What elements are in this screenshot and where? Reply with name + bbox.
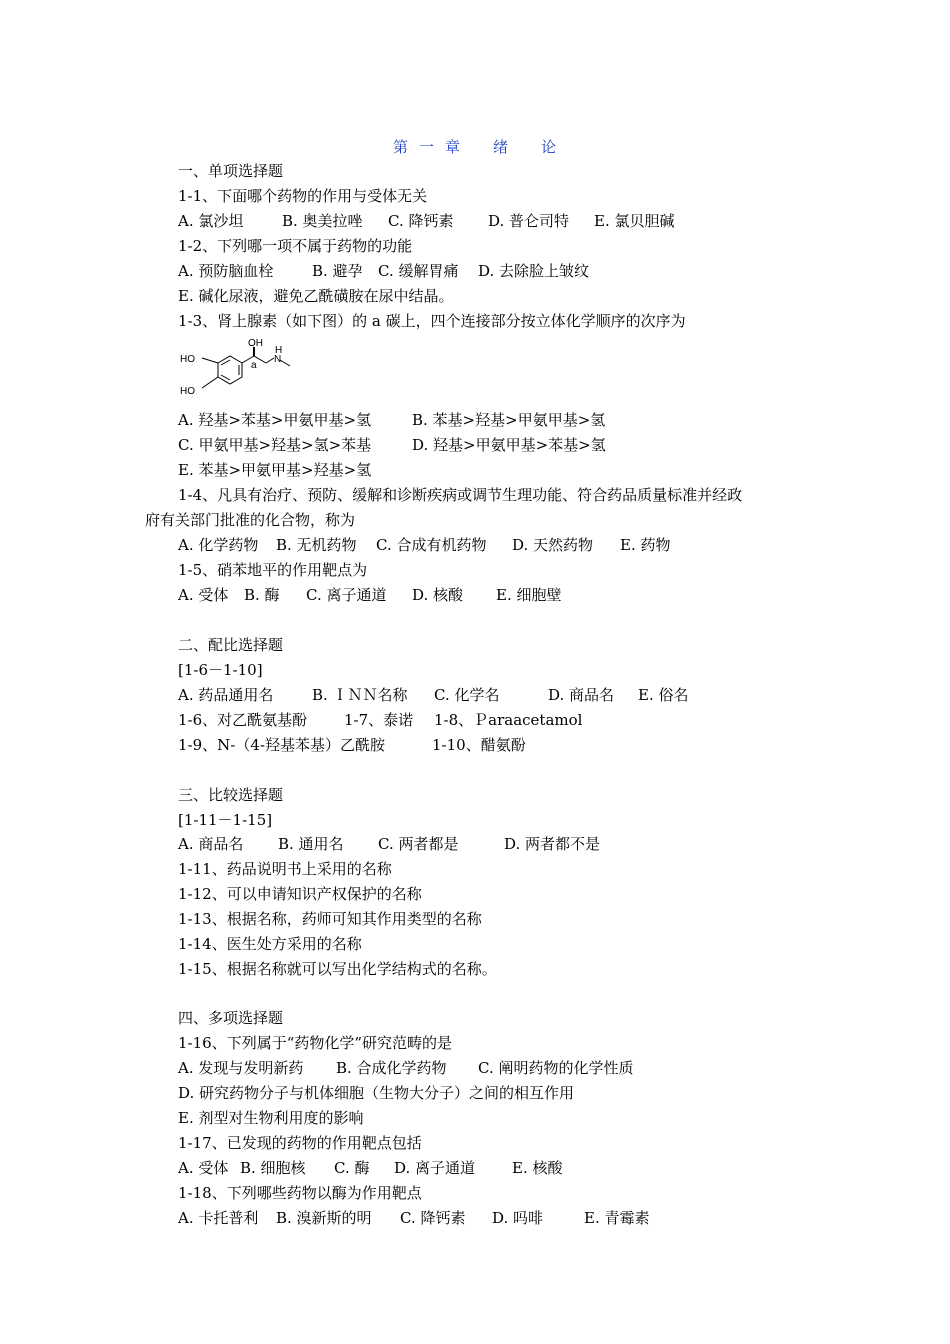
epinephrine-structure xyxy=(178,338,298,403)
option: C. 合成有机药物 xyxy=(376,536,487,554)
item: 1-6、对乙酰氨基酚 xyxy=(178,711,308,729)
options-row xyxy=(178,211,675,231)
question-stem: 1-1、下面哪个药物的作用与受体无关 xyxy=(178,187,428,205)
question-stem: 1-16、下列属于“药物化学”研究范畴的是 xyxy=(178,1034,453,1052)
option: B. ＩＮＮ名称 xyxy=(312,686,408,704)
option: A. 受体 xyxy=(178,586,229,604)
options-row xyxy=(178,1208,650,1228)
option: A. 受体 xyxy=(178,1159,229,1177)
option: E. 俗名 xyxy=(638,686,689,704)
option: C. 化学名 xyxy=(434,686,500,704)
option: E. 碱化尿液，避免乙酰磺胺在尿中结晶。 xyxy=(178,287,454,305)
question-stem: 1-3、肾上腺素（如下图）的 a 碳上，四个连接部分按立体化学顺序的次序为 xyxy=(178,312,686,330)
title-char: 第 xyxy=(392,138,409,156)
option: E. 苯基>甲氨甲基>羟基>氢 xyxy=(178,461,372,479)
item: 1-7、泰诺 xyxy=(344,711,414,729)
title-char: 一 xyxy=(418,138,435,156)
section-heading: 四、多项选择题 xyxy=(178,1009,284,1027)
option: D. 核酸 xyxy=(412,586,464,604)
option: B. 无机药物 xyxy=(276,536,357,554)
question-stem: 1-17、已发现的药物的作用靶点包括 xyxy=(178,1134,422,1152)
question-range: [1-6－1-10] xyxy=(178,661,263,679)
struct-label: HO xyxy=(180,354,195,365)
option: A. 药品通用名 xyxy=(178,686,274,704)
option: D. 商品名 xyxy=(548,686,615,704)
option: C. 离子通道 xyxy=(306,586,387,604)
option: D. 去除脸上皱纹 xyxy=(478,262,590,280)
option: E. 氯贝胆碱 xyxy=(594,212,675,230)
option: B. 通用名 xyxy=(278,835,344,853)
option: B. 苯基>羟基>甲氨甲基>氢 xyxy=(412,411,606,429)
struct-label: HO xyxy=(180,386,195,397)
option: D. 普仑司特 xyxy=(488,212,570,230)
struct-label: OH xyxy=(248,338,263,349)
item: 1-15、根据名称就可以写出化学结构式的名称。 xyxy=(178,960,497,978)
option: D. 两者都不是 xyxy=(504,835,601,853)
option: B. 酶 xyxy=(244,586,280,604)
option: A. 化学药物 xyxy=(178,536,259,554)
options-row xyxy=(178,435,606,455)
struct-label: a xyxy=(251,360,257,371)
option: C. 降钙素 xyxy=(400,1209,466,1227)
item: 1-14、医生处方采用的名称 xyxy=(178,935,362,953)
item: 1-13、根据名称，药师可知其作用类型的名称 xyxy=(178,910,482,928)
struct-label: H xyxy=(275,345,283,356)
option: D. 吗啡 xyxy=(492,1209,544,1227)
option: E. 药物 xyxy=(620,536,671,554)
title-char: 论 xyxy=(541,138,558,156)
question-range: [1-11－1-15] xyxy=(178,811,273,829)
items-row xyxy=(178,710,582,730)
option: C. 缓解胃痛 xyxy=(378,262,459,280)
option: B. 避孕 xyxy=(312,262,363,280)
section-heading: 三、比较选择题 xyxy=(178,786,284,804)
option: A. 商品名 xyxy=(178,835,244,853)
option: A. 卡托普利 xyxy=(178,1209,259,1227)
options-row xyxy=(178,1058,633,1078)
question-stem: 1-18、下列哪些药物以酶为作用靶点 xyxy=(178,1184,422,1202)
option: C. 两者都是 xyxy=(378,835,459,853)
option: D. 天然药物 xyxy=(512,536,594,554)
options-row xyxy=(178,410,605,430)
options-row xyxy=(178,535,671,555)
option: B. 合成化学药物 xyxy=(336,1059,447,1077)
option: B. 奥美拉唑 xyxy=(282,212,363,230)
options-row xyxy=(178,1158,563,1178)
option: E. 剂型对生物利用度的影响 xyxy=(178,1109,364,1127)
options-row xyxy=(178,585,562,605)
item: 1-9、N-（4-羟基苯基）乙酰胺 xyxy=(178,736,385,754)
question-stem: 1-5、硝苯地平的作用靶点为 xyxy=(178,561,368,579)
option: C. 甲氨甲基>羟基>氢>苯基 xyxy=(178,436,372,454)
option: B. 细胞核 xyxy=(240,1159,306,1177)
question-stem: 1-2、下列哪一项不属于药物的功能 xyxy=(178,237,413,255)
option: A. 氯沙坦 xyxy=(178,212,244,230)
title-char: 章 xyxy=(444,138,461,156)
option: A. 预防脑血栓 xyxy=(178,262,274,280)
question-stem: 府有关部门批准的化合物，称为 xyxy=(145,511,356,529)
option: C. 酶 xyxy=(334,1159,370,1177)
section-heading: 一、单项选择题 xyxy=(178,162,284,180)
chapter-title xyxy=(0,136,950,157)
section-heading: 二、配比选择题 xyxy=(178,636,284,654)
option: D. 研究药物分子与机体细胞（生物大分子）之间的相互作用 xyxy=(178,1084,575,1102)
option: A. 羟基>苯基>甲氨甲基>氢 xyxy=(178,411,372,429)
item: 1-8、Ｐaraacetamol xyxy=(434,711,583,729)
option: E. 青霉素 xyxy=(584,1209,650,1227)
item: 1-12、可以申请知识产权保护的名称 xyxy=(178,885,422,903)
options-row xyxy=(178,834,600,854)
option: E. 核酸 xyxy=(512,1159,563,1177)
option: C. 降钙素 xyxy=(388,212,454,230)
option: B. 溴新斯的明 xyxy=(276,1209,372,1227)
option: A. 发现与发明新药 xyxy=(178,1059,304,1077)
question-stem: 1-4、凡具有治疗、预防、缓解和诊断疾病或调节生理功能、符合药品质量标准并经政 xyxy=(178,486,743,504)
item: 1-10、醋氨酚 xyxy=(432,736,526,754)
options-row xyxy=(178,685,689,705)
items-row xyxy=(178,735,526,755)
option: D. 羟基>甲氨甲基>苯基>氢 xyxy=(412,436,606,454)
title-char: 绪 xyxy=(493,138,510,156)
item: 1-11、药品说明书上采用的名称 xyxy=(178,860,392,878)
struct-label: N xyxy=(274,354,282,365)
options-row xyxy=(178,261,589,281)
option: D. 离子通道 xyxy=(394,1159,476,1177)
option: C. 阐明药物的化学性质 xyxy=(478,1059,634,1077)
option: E. 细胞壁 xyxy=(496,586,562,604)
